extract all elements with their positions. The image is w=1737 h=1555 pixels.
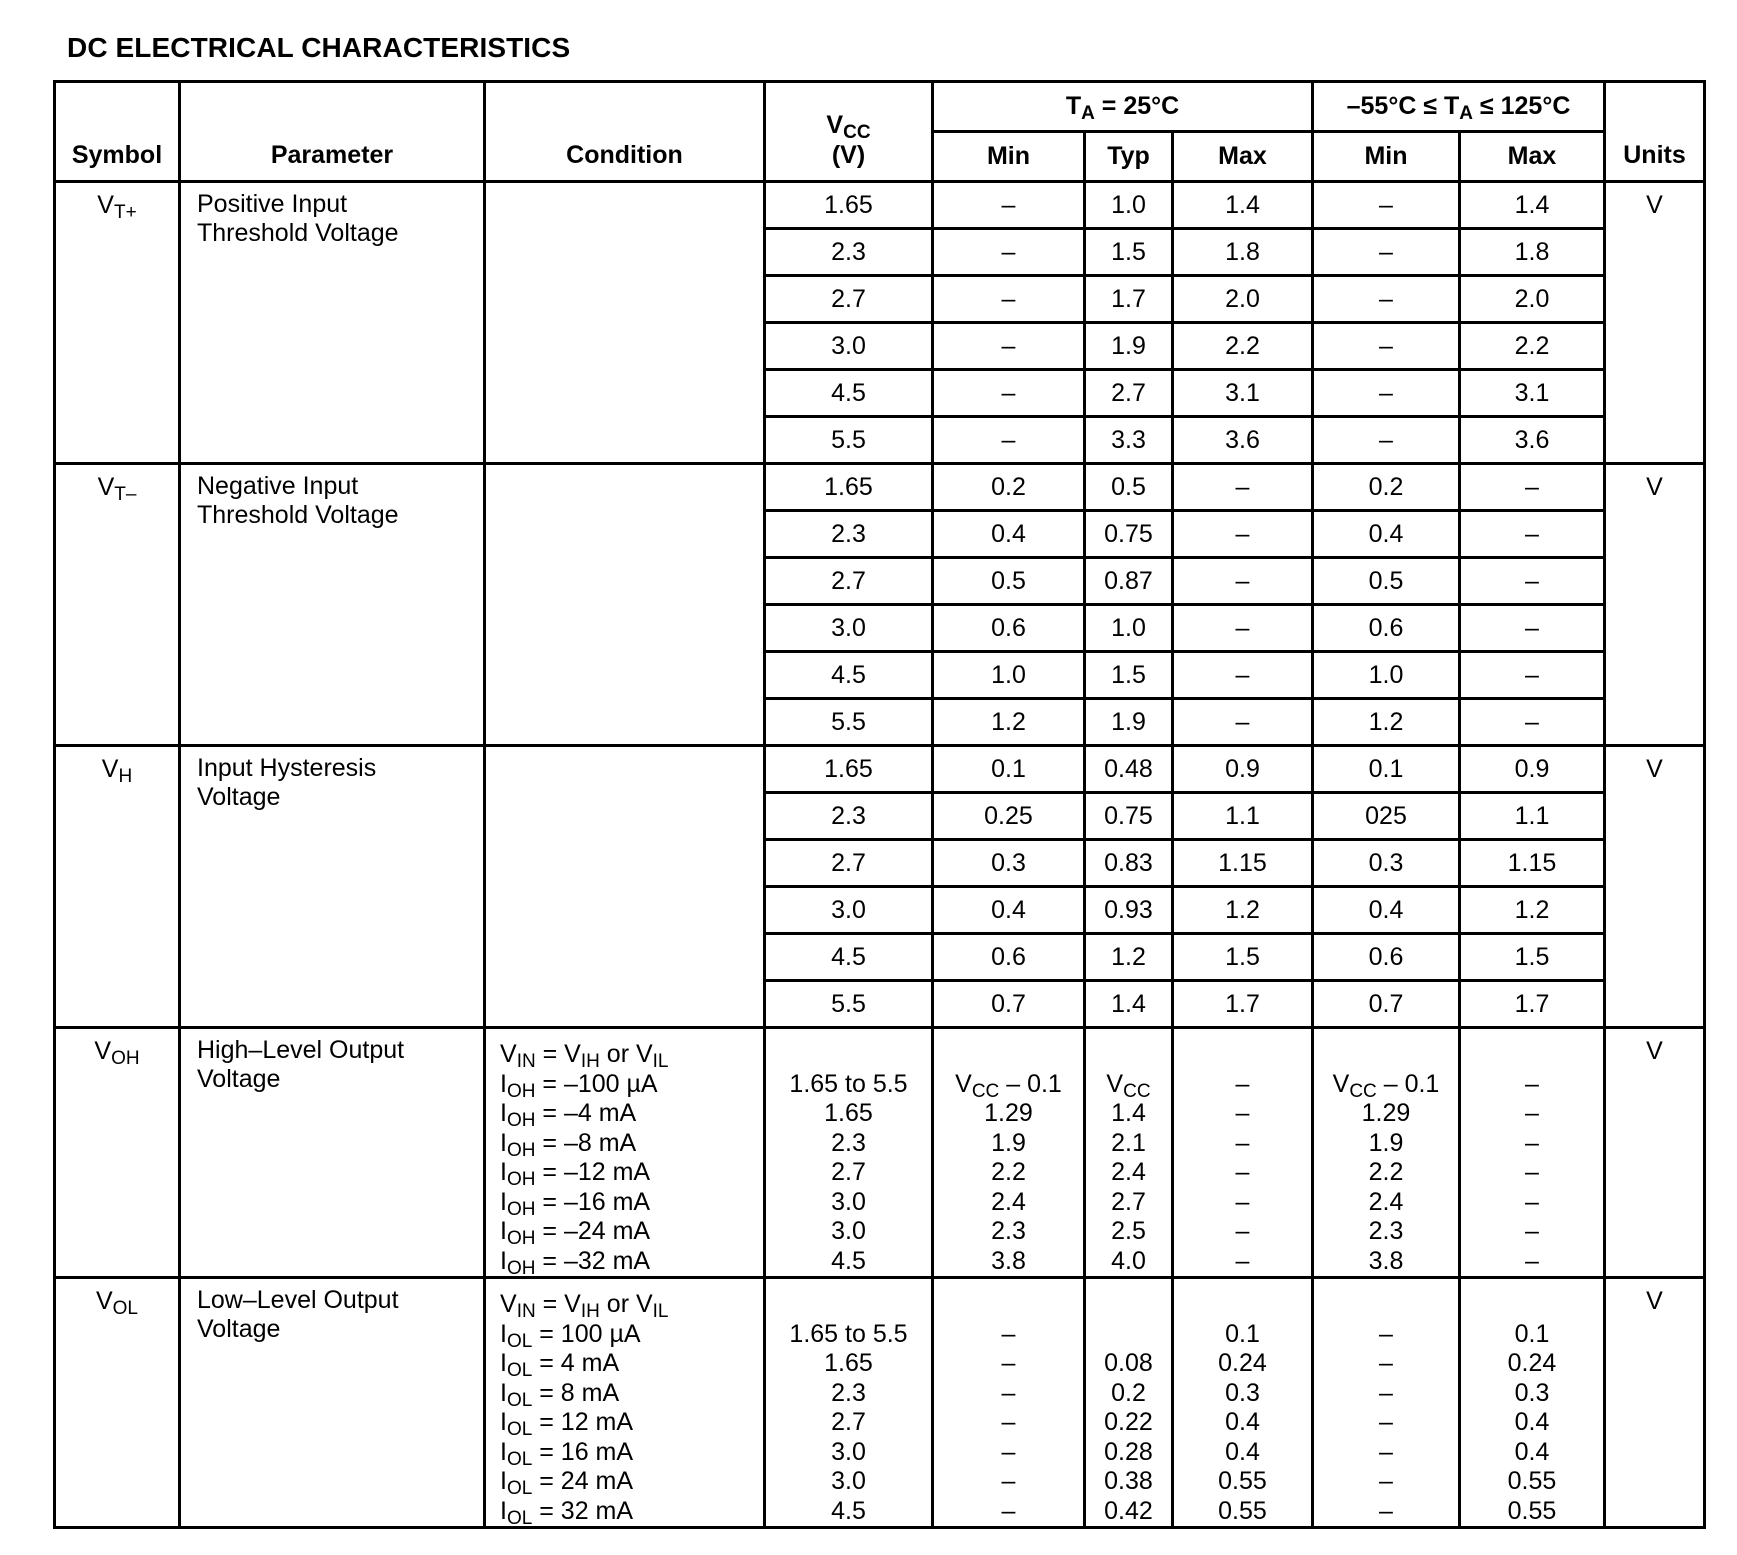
value-line: 2.3 — [831, 1378, 866, 1407]
value-cell-typ: 1.0 — [1085, 605, 1173, 652]
value-cell-max: 1.15 — [1173, 840, 1313, 887]
value-cell-max: 1.2 — [1173, 887, 1313, 934]
value-cell-min: – — [933, 417, 1085, 464]
value-cell-min: – — [933, 370, 1085, 417]
condition-line: $I_{OH} = -4$ mA — [500, 1099, 637, 1131]
parameter-line: Threshold Voltage — [197, 501, 399, 529]
value-line: 1.65 to 5.5 — [789, 1319, 908, 1348]
value-cell-min: 0.4 — [933, 887, 1085, 934]
value-cell-max: 1.4 — [1173, 182, 1313, 229]
value-line: – — [1235, 1099, 1250, 1127]
value-line: $V_{CC}$ — [1106, 1069, 1151, 1102]
value-cell-min2: – — [1313, 182, 1460, 229]
value-cell-vcc: 2.3 — [765, 229, 933, 276]
value-cell-min: – — [933, 323, 1085, 370]
value-line: 2.7 — [831, 1158, 866, 1186]
value-line: 0.24 — [1218, 1349, 1267, 1377]
parameter-line: Low–Level Output — [197, 1286, 399, 1314]
value-line: 0.42 — [1104, 1496, 1153, 1525]
value-line: – — [1379, 1437, 1393, 1466]
value-line: 1.4 — [1111, 1099, 1146, 1127]
value-line: – — [1379, 1496, 1393, 1525]
value-line: 1.9 — [1368, 1128, 1404, 1157]
symbol-text: V — [97, 191, 114, 219]
value-cell-max: – — [1173, 558, 1313, 605]
value-cell-min2: 0.6 — [1313, 934, 1460, 981]
value-line: – — [1379, 1378, 1393, 1407]
parameter-line: Voltage — [197, 1065, 281, 1093]
value-line: 0.1 — [1514, 1319, 1550, 1348]
units-cell: V — [1605, 1278, 1705, 1528]
value-line: 1.9 — [991, 1128, 1026, 1157]
value-cell-max — [1173, 1028, 1313, 1278]
parameter-cell — [180, 464, 485, 746]
value-line: 3.8 — [1368, 1246, 1404, 1275]
value-cell-max2: 1.5 — [1460, 934, 1605, 981]
parameter-line: Threshold Voltage — [197, 219, 399, 247]
value-cell-max — [1173, 1278, 1313, 1528]
value-cell-min — [933, 1028, 1085, 1278]
header-parameter: Parameter — [180, 82, 485, 182]
value-cell-min2: 0.1 — [1313, 746, 1460, 793]
value-cell-max: 2.0 — [1173, 276, 1313, 323]
symbol-cell — [55, 746, 180, 1028]
value-cell-min: – — [933, 276, 1085, 323]
value-line: 3.0 — [831, 1437, 866, 1466]
value-line: 0.1 — [1225, 1319, 1260, 1348]
symbol-text: V — [94, 1037, 112, 1065]
value-cell-vcc: 2.3 — [765, 793, 933, 840]
parameter-line: Negative Input — [197, 472, 359, 500]
value-line: – — [1235, 1187, 1250, 1216]
value-line: 0.3 — [1514, 1378, 1550, 1407]
units-cell: V — [1605, 1028, 1705, 1278]
value-cell-min: 0.25 — [933, 793, 1085, 840]
value-line: – — [1525, 1246, 1539, 1275]
value-line: – — [1001, 1378, 1016, 1407]
header-min-range: Min — [1313, 132, 1460, 182]
value-cell-min: – — [933, 229, 1085, 276]
value-cell-vcc — [765, 1278, 933, 1528]
value-cell-min2: – — [1313, 323, 1460, 370]
header-max-range: Max — [1460, 132, 1605, 182]
value-cell-min2: – — [1313, 417, 1460, 464]
condition-line: $I_{OL} = 12$ mA — [500, 1408, 634, 1440]
symbol-subscript: H — [118, 766, 133, 787]
value-line: 1.65 — [824, 1099, 873, 1127]
condition-line: $I_{OL} = 16$ mA — [500, 1437, 634, 1470]
value-line: 1.65 — [824, 1349, 873, 1377]
table-body — [55, 182, 1705, 1528]
parameter-cell — [180, 1028, 485, 1278]
condition-line: $I_{OL} = 4$ mA — [500, 1349, 620, 1381]
value-line: 0.2 — [1111, 1378, 1146, 1407]
value-line: 0.55 — [1507, 1496, 1557, 1525]
value-cell-typ: 1.0 — [1085, 182, 1173, 229]
header-typ: Typ — [1085, 132, 1173, 182]
value-line: 0.38 — [1104, 1467, 1153, 1495]
header-symbol: Symbol — [55, 82, 180, 182]
value-cell-min2: 0.2 — [1313, 464, 1460, 511]
value-cell-max2: 1.4 — [1460, 182, 1605, 229]
value-line: 1.29 — [984, 1099, 1033, 1127]
value-cell-max2: – — [1460, 699, 1605, 746]
value-cell-typ: 0.75 — [1085, 793, 1173, 840]
value-line: 0.4 — [1225, 1437, 1260, 1466]
value-cell-min2 — [1313, 1278, 1460, 1528]
parameter-line: High–Level Output — [197, 1036, 405, 1064]
value-cell-min2: – — [1313, 229, 1460, 276]
value-cell-typ: 0.87 — [1085, 558, 1173, 605]
units-cell: V — [1605, 746, 1705, 1028]
symbol-subscript: T+ — [113, 202, 137, 223]
value-line: 4.5 — [831, 1246, 866, 1275]
condition-line: $I_{OL} = 100$ µA — [500, 1319, 641, 1352]
value-cell-min: 0.5 — [933, 558, 1085, 605]
value-cell-max2: – — [1460, 511, 1605, 558]
value-line: 0.4 — [1225, 1408, 1260, 1436]
parameter-line: Voltage — [197, 783, 281, 811]
value-cell-vcc: 3.0 — [765, 323, 933, 370]
value-cell-min2: 1.2 — [1313, 699, 1460, 746]
value-line: 2.4 — [1368, 1187, 1404, 1216]
value-cell-min2: 0.5 — [1313, 558, 1460, 605]
value-cell-vcc: 5.5 — [765, 699, 933, 746]
value-line: 2.3 — [1368, 1217, 1404, 1245]
value-line: – — [1001, 1408, 1016, 1436]
condition-cell — [485, 1278, 765, 1528]
value-line: $V_{CC} - 0.1$ — [955, 1069, 1062, 1102]
condition-cell — [485, 464, 765, 746]
value-cell-typ: 1.5 — [1085, 229, 1173, 276]
value-cell-typ: 0.75 — [1085, 511, 1173, 558]
value-cell-typ: 0.83 — [1085, 840, 1173, 887]
table-row-voh — [55, 1028, 1705, 1278]
header-vcc: $V_{CC}$ (V) — [765, 82, 933, 182]
symbol-cell — [55, 464, 180, 746]
value-cell-min — [933, 1278, 1085, 1528]
value-cell-typ: 1.5 — [1085, 652, 1173, 699]
value-line: – — [1525, 1158, 1539, 1186]
value-cell-max: 2.2 — [1173, 323, 1313, 370]
value-line: – — [1235, 1217, 1250, 1245]
value-line: 3.0 — [831, 1187, 866, 1216]
header-condition: Condition — [485, 82, 765, 182]
condition-cell — [485, 1028, 765, 1278]
value-cell-max2: 3.6 — [1460, 417, 1605, 464]
value-line: 2.3 — [831, 1128, 866, 1157]
value-cell-min2: – — [1313, 276, 1460, 323]
value-cell-max2: 1.2 — [1460, 887, 1605, 934]
value-line: 0.55 — [1218, 1467, 1267, 1495]
value-line: 4.0 — [1111, 1246, 1146, 1275]
value-line: 0.08 — [1104, 1349, 1153, 1377]
value-cell-max2: 1.15 — [1460, 840, 1605, 887]
value-line: 3.0 — [831, 1467, 866, 1495]
value-cell-max2: – — [1460, 464, 1605, 511]
value-cell-max: – — [1173, 511, 1313, 558]
value-line: 2.7 — [1111, 1187, 1146, 1216]
condition-line: $I_{OH} = -100$ µA — [500, 1069, 658, 1102]
value-cell-max2: – — [1460, 558, 1605, 605]
value-cell-vcc: 1.65 — [765, 746, 933, 793]
value-cell-min: 0.3 — [933, 840, 1085, 887]
value-cell-vcc: 2.7 — [765, 276, 933, 323]
value-line: – — [1235, 1069, 1250, 1098]
value-cell-typ — [1085, 1278, 1173, 1528]
page-title: DC ELECTRICAL CHARACTERISTICS — [67, 32, 571, 63]
table-row — [55, 182, 1705, 229]
value-line: 1.29 — [1361, 1099, 1411, 1127]
value-cell-max: 1.5 — [1173, 934, 1313, 981]
value-line: 0.22 — [1104, 1408, 1153, 1436]
value-line: 2.4 — [991, 1187, 1026, 1216]
symbol-subscript: T– — [114, 484, 137, 505]
header-ta-25: $T_A = 25^\circ C$ — [933, 82, 1313, 132]
value-cell-min: 1.2 — [933, 699, 1085, 746]
value-cell-min2: 1.0 — [1313, 652, 1460, 699]
condition-line: $I_{OH} = -24$ mA — [500, 1217, 651, 1249]
symbol-cell — [55, 182, 180, 464]
value-line: – — [1525, 1187, 1539, 1216]
units-cell: V — [1605, 464, 1705, 746]
value-cell-max2: 0.9 — [1460, 746, 1605, 793]
parameter-line: Voltage — [197, 1315, 281, 1343]
value-cell-vcc — [765, 1028, 933, 1278]
value-cell-min2 — [1313, 1028, 1460, 1278]
parameter-cell — [180, 1278, 485, 1528]
units-cell: V — [1605, 182, 1705, 464]
value-cell-min: 1.0 — [933, 652, 1085, 699]
value-line: – — [1379, 1467, 1393, 1495]
value-cell-vcc: 2.7 — [765, 558, 933, 605]
value-line: – — [1525, 1217, 1539, 1245]
value-cell-vcc: 1.65 — [765, 182, 933, 229]
value-cell-max: 1.1 — [1173, 793, 1313, 840]
value-cell-min: 0.4 — [933, 511, 1085, 558]
value-cell-typ: 0.93 — [1085, 887, 1173, 934]
parameter-line: Positive Input — [197, 190, 348, 218]
value-line: – — [1001, 1349, 1016, 1377]
value-cell-min2: – — [1313, 370, 1460, 417]
value-line: $V_{CC} - 0.1$ — [1332, 1069, 1440, 1102]
value-cell-min: 0.6 — [933, 934, 1085, 981]
value-line: 2.2 — [991, 1158, 1026, 1186]
value-cell-min2: 025 — [1313, 793, 1460, 840]
condition-line: $I_{OH} = -32$ mA — [500, 1246, 651, 1279]
symbol-text: V — [97, 473, 115, 501]
value-line: – — [1001, 1496, 1016, 1525]
value-cell-typ — [1085, 1028, 1173, 1278]
value-cell-vcc: 3.0 — [765, 887, 933, 934]
value-cell-min2: 0.3 — [1313, 840, 1460, 887]
value-cell-max: 3.1 — [1173, 370, 1313, 417]
value-cell-max: – — [1173, 464, 1313, 511]
value-cell-vcc: 2.7 — [765, 840, 933, 887]
header-ta-range: $-55^\circ C \le T_A \le 125^\circ C$ — [1313, 82, 1605, 132]
value-line: 0.55 — [1507, 1467, 1557, 1495]
value-line: – — [1001, 1467, 1016, 1495]
value-cell-vcc: 5.5 — [765, 981, 933, 1028]
value-line: 2.7 — [831, 1408, 866, 1436]
value-cell-typ: 0.5 — [1085, 464, 1173, 511]
value-cell-max: – — [1173, 652, 1313, 699]
value-cell-min2: 0.7 — [1313, 981, 1460, 1028]
value-cell-max2: – — [1460, 652, 1605, 699]
value-line: 0.3 — [1225, 1378, 1260, 1407]
condition-line: $V_{IN} = V_{IH}$ or $V_{IL}$ — [500, 1290, 669, 1322]
value-cell-max2: 2.2 — [1460, 323, 1605, 370]
value-line: 2.4 — [1111, 1158, 1146, 1186]
condition-line: $I_{OL} = 32$ mA — [500, 1496, 634, 1529]
value-cell-max2: 2.0 — [1460, 276, 1605, 323]
condition-line: $I_{OH} = -12$ mA — [500, 1158, 651, 1190]
value-cell-vcc: 4.5 — [765, 934, 933, 981]
value-cell-vcc: 3.0 — [765, 605, 933, 652]
value-cell-vcc: 2.3 — [765, 511, 933, 558]
condition-line: $I_{OH} = -8$ mA — [500, 1128, 637, 1161]
table-row-vol — [55, 1278, 1705, 1528]
condition-line: $I_{OL} = 24$ mA — [500, 1467, 634, 1499]
value-line: – — [1235, 1246, 1250, 1275]
condition-cell — [485, 746, 765, 1028]
value-cell-min: – — [933, 182, 1085, 229]
symbol-cell — [55, 1278, 180, 1528]
value-cell-typ: 1.2 — [1085, 934, 1173, 981]
value-cell-typ: 1.9 — [1085, 699, 1173, 746]
value-line: – — [1001, 1319, 1016, 1348]
value-cell-typ: 3.3 — [1085, 417, 1173, 464]
value-cell-vcc: 5.5 — [765, 417, 933, 464]
value-cell-max: 1.8 — [1173, 229, 1313, 276]
table-row — [55, 464, 1705, 511]
value-cell-vcc: 1.65 — [765, 464, 933, 511]
value-line: – — [1525, 1128, 1539, 1157]
value-line: 0.4 — [1514, 1408, 1550, 1436]
value-cell-min2: 0.6 — [1313, 605, 1460, 652]
parameter-line: Input Hysteresis — [197, 754, 377, 782]
value-cell-typ: 2.7 — [1085, 370, 1173, 417]
value-line: 0.55 — [1218, 1496, 1267, 1525]
value-line: – — [1379, 1319, 1393, 1348]
value-cell-min2: 0.4 — [1313, 887, 1460, 934]
value-line: 0.24 — [1507, 1349, 1557, 1377]
value-cell-min: 0.2 — [933, 464, 1085, 511]
value-cell-min2: 0.4 — [1313, 511, 1460, 558]
value-cell-min: 0.1 — [933, 746, 1085, 793]
value-cell-max2: 1.7 — [1460, 981, 1605, 1028]
header-max: Max — [1173, 132, 1313, 182]
symbol-cell — [55, 1028, 180, 1278]
value-cell-vcc: 4.5 — [765, 652, 933, 699]
value-cell-max2 — [1460, 1278, 1605, 1528]
value-cell-min: 0.7 — [933, 981, 1085, 1028]
value-line: – — [1235, 1158, 1250, 1186]
value-cell-max2: 3.1 — [1460, 370, 1605, 417]
value-cell-max2: 1.1 — [1460, 793, 1605, 840]
value-line: – — [1525, 1099, 1539, 1127]
value-line: – — [1379, 1408, 1393, 1436]
value-line: 2.3 — [991, 1217, 1026, 1245]
value-cell-typ: 1.7 — [1085, 276, 1173, 323]
value-line: – — [1379, 1349, 1393, 1377]
header-min: Min — [933, 132, 1085, 182]
value-line: 0.28 — [1104, 1437, 1153, 1466]
value-cell-typ: 0.48 — [1085, 746, 1173, 793]
value-line: 2.1 — [1111, 1128, 1146, 1157]
value-cell-max: – — [1173, 605, 1313, 652]
value-line — [1086, 1320, 1171, 1350]
value-cell-min: 0.6 — [933, 605, 1085, 652]
value-cell-max2: 1.8 — [1460, 229, 1605, 276]
symbol-text: V — [95, 1287, 113, 1315]
parameter-cell — [180, 182, 485, 464]
symbol-text: V — [101, 755, 119, 783]
value-line: 2.2 — [1368, 1158, 1404, 1186]
value-cell-max: 0.9 — [1173, 746, 1313, 793]
condition-cell — [485, 182, 765, 464]
value-line: 3.0 — [831, 1217, 866, 1245]
header-units: Units — [1605, 82, 1705, 182]
symbol-subscript: OL — [112, 1298, 139, 1319]
condition-line: $V_{IN} = V_{IH}$ or $V_{IL}$ — [500, 1040, 669, 1072]
value-cell-typ: 1.4 — [1085, 981, 1173, 1028]
value-line: 3.8 — [991, 1246, 1026, 1275]
value-cell-typ: 1.9 — [1085, 323, 1173, 370]
dc-characteristics-table — [53, 80, 1706, 1529]
condition-line: $I_{OL} = 8$ mA — [500, 1378, 620, 1411]
value-line: 2.5 — [1111, 1217, 1146, 1245]
value-line: – — [1235, 1128, 1250, 1157]
value-cell-max: 3.6 — [1173, 417, 1313, 464]
value-line: 0.4 — [1514, 1437, 1550, 1466]
value-cell-max: 1.7 — [1173, 981, 1313, 1028]
value-cell-vcc: 4.5 — [765, 370, 933, 417]
value-line: – — [1001, 1437, 1016, 1466]
table-row — [55, 746, 1705, 793]
value-line: 4.5 — [831, 1496, 866, 1525]
value-cell-max2 — [1460, 1028, 1605, 1278]
symbol-subscript: OH — [111, 1048, 140, 1069]
parameter-cell — [180, 746, 485, 1028]
value-cell-max2: – — [1460, 605, 1605, 652]
condition-line: $I_{OH} = -16$ mA — [500, 1187, 651, 1220]
value-line: 1.65 to 5.5 — [789, 1069, 908, 1098]
value-line: – — [1525, 1069, 1539, 1098]
value-cell-max: – — [1173, 699, 1313, 746]
